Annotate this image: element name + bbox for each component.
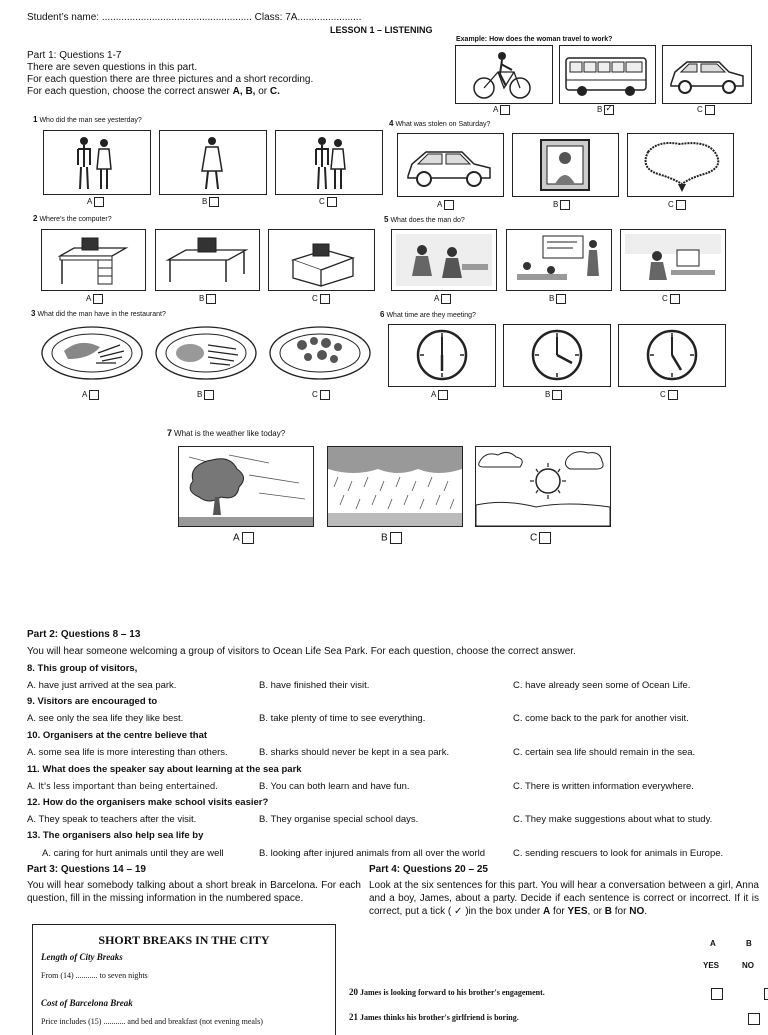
question-5-number: 5 bbox=[384, 215, 389, 224]
q5-picture-b[interactable] bbox=[506, 229, 612, 291]
q12-option-c[interactable]: C. They make suggestions about what to study. bbox=[513, 814, 713, 825]
couple-icon bbox=[276, 131, 382, 194]
q6-picture-a[interactable] bbox=[388, 324, 496, 387]
q5-checkbox-a[interactable] bbox=[441, 294, 451, 304]
q1-checkbox-c[interactable] bbox=[327, 197, 337, 207]
example-option-b-label: B bbox=[597, 105, 603, 115]
q3-picture-a[interactable] bbox=[40, 323, 145, 383]
statement-21 bbox=[349, 1012, 519, 1022]
part1-title: Part 1: Questions 1-7 bbox=[27, 50, 122, 61]
q10-option-c[interactable]: C. certain sea life should remain in the sea. bbox=[513, 747, 696, 758]
rainy-weather-icon bbox=[328, 447, 462, 526]
q5-option-c-label: C bbox=[662, 294, 668, 304]
part3-intro: You will hear somebody talking about a short break in Barcelona. For each question, fill in the missing information in the numbered space. bbox=[27, 880, 361, 904]
statement-20-number: 20 bbox=[349, 987, 358, 997]
example-checkbox-a[interactable] bbox=[500, 105, 510, 115]
q3-checkbox-b[interactable] bbox=[204, 390, 214, 400]
example-checkbox-b[interactable] bbox=[604, 105, 614, 115]
q4-checkbox-a[interactable] bbox=[444, 200, 454, 210]
q5-option-c[interactable] bbox=[662, 294, 680, 304]
q7-option-b-label: B bbox=[381, 532, 388, 544]
q6-option-c-label: C bbox=[660, 390, 666, 400]
q4-picture-c[interactable] bbox=[627, 133, 734, 197]
example-option-b[interactable] bbox=[597, 105, 614, 115]
question-4-text: What was stolen on Saturday? bbox=[395, 121, 491, 128]
q11-question-text: 11. What does the speaker say about learning at the sea park bbox=[27, 764, 302, 775]
q7-option-b[interactable] bbox=[381, 532, 402, 544]
q5-picture-c[interactable] bbox=[620, 229, 726, 291]
short-breaks-box bbox=[32, 924, 336, 1035]
q5-picture-a[interactable] bbox=[391, 229, 497, 291]
example-option-a[interactable] bbox=[493, 105, 510, 115]
q7-picture-a[interactable] bbox=[178, 446, 314, 527]
q6-picture-b[interactable] bbox=[503, 324, 611, 387]
col-b-header: B bbox=[746, 939, 752, 948]
part1-line3 bbox=[27, 86, 280, 98]
q4-option-c-label: C bbox=[668, 200, 674, 210]
q4-checkbox-b[interactable] bbox=[560, 200, 570, 210]
question-7-title bbox=[167, 429, 285, 438]
statement-20-yes-checkbox[interactable] bbox=[711, 988, 723, 1000]
q7-picture-b[interactable] bbox=[327, 446, 463, 527]
part4-intro-3: for bbox=[550, 906, 568, 917]
q5-option-b-label: B bbox=[549, 294, 555, 304]
q5-checkbox-b[interactable] bbox=[556, 294, 566, 304]
question-2-text: Where's the computer? bbox=[39, 216, 112, 223]
question-3-title bbox=[31, 309, 166, 319]
question-1-text: Who did the man see yesterday? bbox=[39, 117, 142, 124]
q6-checkbox-b[interactable] bbox=[552, 390, 562, 400]
painting-icon bbox=[513, 134, 618, 196]
question-2-title bbox=[33, 214, 112, 224]
q3-checkbox-c[interactable] bbox=[320, 390, 330, 400]
part2-title: Part 2: Questions 8 – 13 bbox=[27, 629, 141, 640]
q13-option-c[interactable]: C. sending rescuers to look for animals in Europe. bbox=[513, 848, 724, 859]
question-6-number: 6 bbox=[380, 310, 385, 319]
computer-worker-icon bbox=[621, 230, 725, 290]
student-name-line: Student’s name: ...................................................... Class: 7A....................... bbox=[27, 12, 362, 23]
q5-option-a-label: A bbox=[434, 294, 440, 304]
q12-option-a[interactable]: A. They speak to teachers after the visit. bbox=[27, 814, 197, 825]
q6-option-b[interactable] bbox=[545, 390, 562, 400]
q6-picture-c[interactable] bbox=[618, 324, 726, 387]
q6-checkbox-a[interactable] bbox=[438, 390, 448, 400]
q3-picture-c[interactable] bbox=[268, 323, 373, 383]
q3-checkbox-a[interactable] bbox=[89, 390, 99, 400]
col-no-header: NO bbox=[742, 961, 754, 970]
clock-icon bbox=[389, 325, 495, 386]
windy-weather-icon bbox=[179, 447, 313, 526]
sunny-weather-icon bbox=[476, 447, 610, 526]
q12-option-b[interactable]: B. They organise special school days. bbox=[259, 814, 419, 825]
q2-option-a[interactable] bbox=[86, 294, 103, 304]
q5-option-a[interactable] bbox=[434, 294, 451, 304]
q4-option-a[interactable] bbox=[437, 200, 454, 210]
q3-picture-b[interactable] bbox=[154, 323, 259, 383]
q2-checkbox-c[interactable] bbox=[320, 294, 330, 304]
q8-option-b[interactable]: B. have finished their visit. bbox=[259, 680, 370, 691]
q10-question-text: 10. Organisers at the centre believe that bbox=[27, 730, 208, 741]
clock-icon bbox=[619, 325, 725, 386]
tick-icon: ✓ bbox=[454, 906, 463, 917]
q4-picture-a[interactable] bbox=[397, 133, 504, 197]
q8-option-a[interactable]: A. have just arrived at the sea park. bbox=[27, 680, 177, 691]
question-1-title bbox=[33, 115, 142, 125]
q2-option-b-label: B bbox=[199, 294, 205, 304]
statement-20 bbox=[349, 987, 545, 997]
q10-option-b[interactable]: B. sharks should never be kept in a sea park. bbox=[259, 747, 450, 758]
q1-option-b[interactable] bbox=[202, 197, 219, 207]
example-option-c-label: C bbox=[697, 105, 703, 115]
part1-line3-prefix: For each question, choose the correct answer bbox=[27, 86, 233, 97]
q1-option-a-label: A bbox=[87, 197, 93, 207]
length-heading: Length of City Breaks bbox=[41, 952, 123, 962]
q3-option-c[interactable] bbox=[312, 390, 330, 400]
q1-checkbox-a[interactable] bbox=[94, 197, 104, 207]
plate-fish-chips-icon bbox=[40, 323, 145, 383]
q3-option-b-label: B bbox=[197, 390, 203, 400]
part1-line2: For each question there are three pictures and a short recording. bbox=[27, 74, 314, 85]
question-5-text: What does the man do? bbox=[390, 217, 465, 224]
question-4-number: 4 bbox=[389, 119, 394, 128]
question-7-text: What is the weather like today? bbox=[174, 429, 286, 438]
car-icon bbox=[663, 46, 751, 103]
q7-option-a[interactable] bbox=[233, 532, 254, 544]
example-checkbox-c[interactable] bbox=[705, 105, 715, 115]
q4-option-b[interactable] bbox=[553, 200, 570, 210]
q1-option-c-label: C bbox=[319, 197, 325, 207]
q2-checkbox-a[interactable] bbox=[93, 294, 103, 304]
bicycle-icon bbox=[456, 46, 552, 103]
part4-intro-no: NO bbox=[629, 906, 645, 917]
example-picture-bicycle[interactable] bbox=[455, 45, 553, 104]
part1-line1: There are seven questions in this part. bbox=[27, 62, 198, 73]
q2-option-b[interactable] bbox=[199, 294, 216, 304]
q11-option-a[interactable]: A. It's less important than being entertained. bbox=[27, 782, 219, 792]
q7-checkbox-a[interactable] bbox=[242, 532, 254, 544]
q9-option-b[interactable]: B. take plenty of time to see everything. bbox=[259, 713, 426, 724]
part4-intro-2: )in the box under bbox=[462, 906, 544, 917]
q13-option-a[interactable]: A. caring for hurt animals until they are well bbox=[42, 848, 224, 859]
two-people-icon bbox=[44, 131, 150, 194]
statement-20-no-checkbox[interactable] bbox=[764, 988, 768, 1000]
q11-option-b[interactable]: B. You can both learn and have fun. bbox=[259, 781, 410, 792]
q2-option-c-label: C bbox=[312, 294, 318, 304]
q7-checkbox-c[interactable] bbox=[539, 532, 551, 544]
example-option-c[interactable] bbox=[697, 105, 715, 115]
q7-option-c[interactable] bbox=[530, 532, 551, 544]
clock-icon bbox=[504, 325, 610, 386]
q8-question-text: 8. This group of visitors, bbox=[27, 663, 138, 674]
q1-option-b-label: B bbox=[202, 197, 208, 207]
part4-intro-6: . bbox=[644, 906, 647, 917]
q3-option-a[interactable] bbox=[82, 390, 99, 400]
question-3-number: 3 bbox=[31, 309, 36, 318]
q6-option-a[interactable] bbox=[431, 390, 448, 400]
statement-21-yes-checkbox[interactable] bbox=[748, 1013, 760, 1025]
q7-picture-c[interactable] bbox=[475, 446, 611, 527]
cost-line[interactable]: Price includes (15) ........... and bed and breakfast (not evening meals) bbox=[41, 1017, 263, 1026]
q6-option-c[interactable] bbox=[660, 390, 678, 400]
question-6-text: What time are they meeting? bbox=[386, 312, 476, 319]
q8-option-c[interactable]: C. have already seen some of Ocean Life. bbox=[513, 680, 691, 691]
q1-checkbox-b[interactable] bbox=[209, 197, 219, 207]
office-workers-icon bbox=[392, 230, 496, 290]
question-6-title bbox=[380, 310, 476, 320]
length-line[interactable]: From (14) ........... to seven nights bbox=[41, 971, 148, 980]
q6-option-b-label: B bbox=[545, 390, 551, 400]
q2-picture-c[interactable] bbox=[268, 229, 375, 291]
part2-intro: You will hear someone welcoming a group of visitors to Ocean Life Sea Park. For each question, choose the correct answer. bbox=[27, 646, 576, 657]
q13-option-b[interactable]: B. looking after injured animals from all over the world bbox=[259, 848, 485, 859]
q2-picture-b[interactable] bbox=[155, 229, 260, 291]
col-a-header: A bbox=[710, 939, 716, 948]
question-5-title bbox=[384, 215, 465, 225]
q1-picture-b[interactable] bbox=[159, 130, 267, 195]
q1-picture-c[interactable] bbox=[275, 130, 383, 195]
question-1-number: 1 bbox=[33, 115, 38, 124]
car-icon bbox=[398, 134, 503, 196]
necklace-icon bbox=[628, 134, 733, 196]
bus-icon bbox=[560, 46, 655, 103]
woman-icon bbox=[160, 131, 266, 194]
q3-option-b[interactable] bbox=[197, 390, 214, 400]
q1-picture-a[interactable] bbox=[43, 130, 151, 195]
part4-intro-b: B bbox=[604, 906, 612, 917]
statement-21-number: 21 bbox=[349, 1012, 358, 1022]
q11-option-c[interactable]: C. There is written information everywhere. bbox=[513, 781, 694, 792]
q9-option-c[interactable]: C. come back to the park for another visit. bbox=[513, 713, 689, 724]
part4-intro-a: A bbox=[543, 906, 551, 917]
example-picture-bus[interactable] bbox=[559, 45, 656, 104]
short-breaks-title: SHORT BREAKS IN THE CITY bbox=[98, 933, 270, 947]
q2-checkbox-b[interactable] bbox=[206, 294, 216, 304]
question-2-number: 2 bbox=[33, 214, 38, 223]
table-computer-icon bbox=[156, 230, 259, 290]
q2-option-c[interactable] bbox=[312, 294, 330, 304]
q3-option-a-label: A bbox=[82, 390, 88, 400]
plate-salad-icon bbox=[268, 323, 373, 383]
q6-checkbox-c[interactable] bbox=[668, 390, 678, 400]
lesson-title: LESSON 1 – LISTENING bbox=[330, 25, 433, 35]
q7-option-c-label: C bbox=[530, 532, 538, 544]
part1-line3-mid: or bbox=[255, 86, 270, 97]
q1-option-c[interactable] bbox=[319, 197, 337, 207]
q2-option-a-label: A bbox=[86, 294, 92, 304]
classroom-icon bbox=[507, 230, 611, 290]
part3-title: Part 3: Questions 14 – 19 bbox=[27, 864, 146, 875]
q4-option-a-label: A bbox=[437, 200, 443, 210]
question-4-title bbox=[389, 119, 490, 129]
statement-21-text: James thinks his brother's girlfriend is boring. bbox=[360, 1013, 519, 1022]
q7-checkbox-b[interactable] bbox=[390, 532, 402, 544]
question-7-number: 7 bbox=[167, 428, 173, 438]
col-yes-header: YES bbox=[703, 961, 720, 970]
q4-option-c[interactable] bbox=[668, 200, 686, 210]
desk-computer-icon bbox=[42, 230, 145, 290]
q4-checkbox-c[interactable] bbox=[676, 200, 686, 210]
cost-heading: Cost of Barcelona Break bbox=[41, 998, 133, 1008]
part1-line3-ab: A, B, bbox=[232, 86, 256, 97]
q7-option-a-label: A bbox=[233, 532, 240, 544]
part4-title: Part 4: Questions 20 – 25 bbox=[369, 864, 488, 875]
example-option-a-label: A bbox=[493, 105, 499, 115]
box-computer-icon bbox=[269, 230, 374, 290]
part4-intro-5: for bbox=[611, 906, 630, 917]
part1-line3-c: C. bbox=[269, 86, 280, 97]
q5-checkbox-c[interactable] bbox=[670, 294, 680, 304]
part4-intro-4: , or bbox=[587, 906, 605, 917]
q4-picture-b[interactable] bbox=[512, 133, 619, 197]
question-3-text: What did the man have in the restaurant? bbox=[37, 311, 166, 318]
q3-option-c-label: C bbox=[312, 390, 318, 400]
q10-option-a[interactable]: A. some sea life is more interesting than others. bbox=[27, 747, 228, 758]
q13-question-text: 13. The organisers also help sea life by bbox=[27, 830, 204, 841]
example-title: Example: How does the woman travel to work? bbox=[456, 36, 613, 43]
q1-option-a[interactable] bbox=[87, 197, 104, 207]
q6-option-a-label: A bbox=[431, 390, 437, 400]
example-picture-car[interactable] bbox=[662, 45, 752, 104]
part4-intro-yes: YES bbox=[567, 906, 588, 917]
plate-chicken-chips-icon bbox=[154, 323, 259, 383]
part4-intro-1: Look at the six sentences for this part. You will hear a conversation between a girl, Anna and a boy, James, about a party. Decide if each sentence is correct or incorrect. If it is correct, put a tick ( bbox=[369, 880, 759, 917]
q2-picture-a[interactable] bbox=[41, 229, 146, 291]
q9-question-text: 9. Visitors are encouraged to bbox=[27, 696, 158, 707]
q9-option-a[interactable]: A. see only the sea life they like best. bbox=[27, 713, 184, 724]
q5-option-b[interactable] bbox=[549, 294, 566, 304]
q12-question-text: 12. How do the organisers make school visits easier? bbox=[27, 797, 269, 808]
statement-20-text: James is looking forward to his brother's engagement. bbox=[360, 988, 545, 997]
q4-option-b-label: B bbox=[553, 200, 559, 210]
part4-intro bbox=[369, 879, 759, 918]
